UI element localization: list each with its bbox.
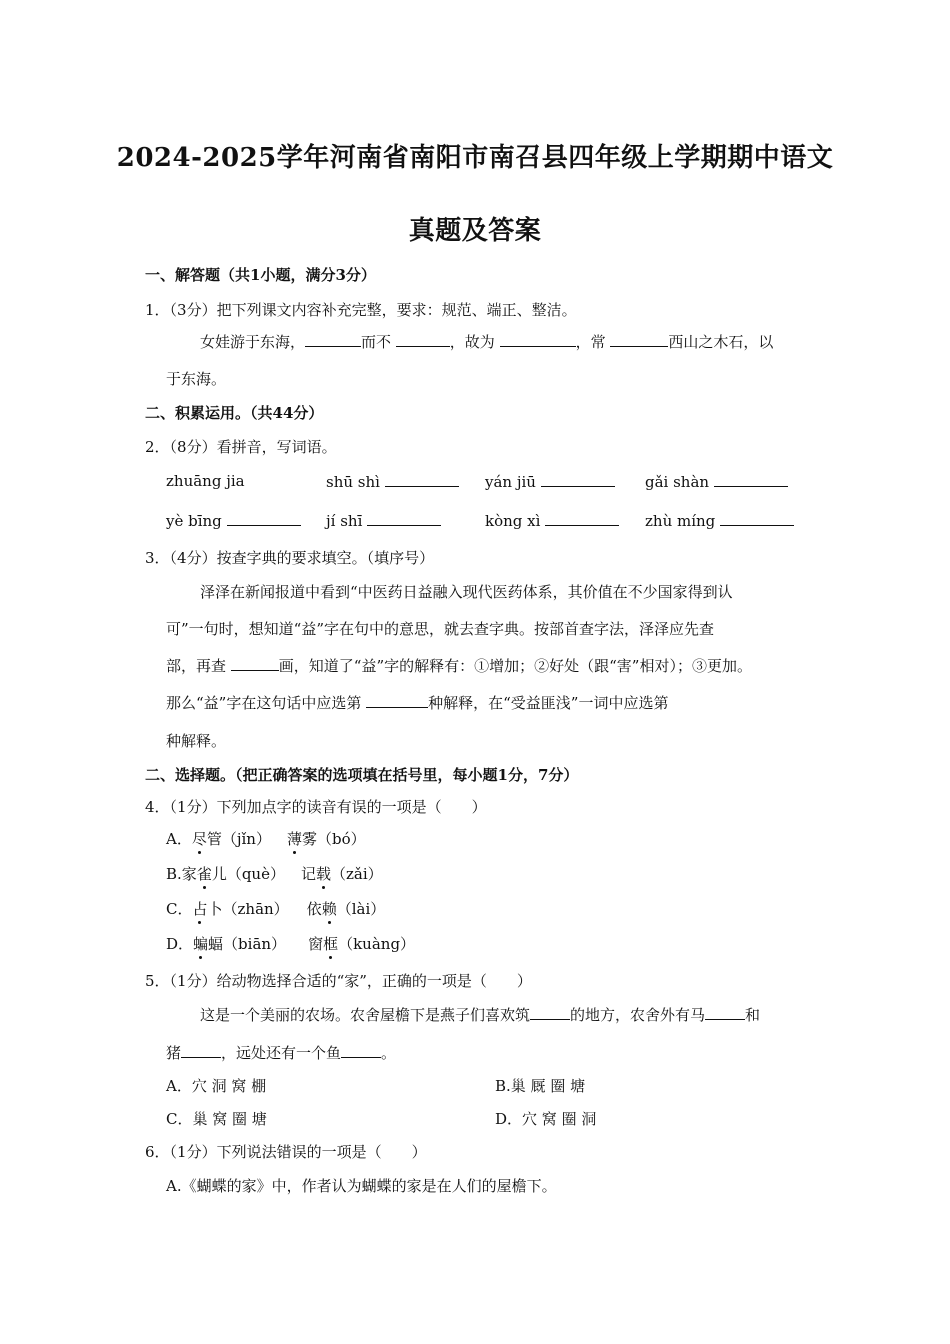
q3-line5: 种解释。 xyxy=(166,732,227,750)
dotted-char: 赖 xyxy=(321,900,337,918)
pinyin-item-4: gǎi shàn xyxy=(645,472,788,491)
q1-line1 xyxy=(200,331,773,352)
pinyin-blank-5[interactable] xyxy=(227,511,301,526)
pinyin-item-6: jí shī xyxy=(326,511,441,530)
pinyin-item-2: shū shì xyxy=(326,472,459,491)
q4-stem: 4．（1分）下列加点字的读音有误的一项是（ ） xyxy=(145,798,487,816)
dotted-char: 占 xyxy=(192,900,208,918)
dotted-char: 蝙 xyxy=(193,935,209,953)
q5-blank-4[interactable] xyxy=(341,1043,381,1058)
pinyin-item-8: zhù míng xyxy=(645,511,794,530)
q4-option-b[interactable]: B.家雀儿（què） 记载（zǎi） xyxy=(166,865,383,883)
pinyin-item-5: yè bīng xyxy=(166,511,301,530)
q1-text-d: ，常 xyxy=(575,333,611,351)
pinyin-blank-3[interactable] xyxy=(541,472,615,487)
q5-line1: 这是一个美丽的农场。农舍屋檐下是燕子们喜欢筑 的地方，农舍外有马 和 xyxy=(200,1006,761,1024)
q4-option-a[interactable]: A．尽管（jǐn） 薄雾（bó） xyxy=(166,830,366,848)
q3-stem: 3．（4分）按查字典的要求填空。（填序号） xyxy=(145,549,435,567)
q5-blank-3[interactable] xyxy=(181,1043,221,1058)
dotted-char: 载 xyxy=(315,865,331,883)
dotted-char: 雀 xyxy=(196,865,212,883)
q5-line2: 猪 ，远处还有一个鱼 。 xyxy=(166,1044,397,1062)
q4-option-d[interactable]: D．蝙蝠（biān） 窗框（kuàng） xyxy=(166,935,416,953)
q6-stem: 6．（1分）下列说法错误的一项是（ ） xyxy=(145,1143,427,1161)
pinyin-blank-7[interactable] xyxy=(545,511,619,526)
pinyin-item-3: yán jiū xyxy=(485,472,615,491)
doc-title-line1: 2024-2025学年河南省南阳市南召县四年级上学期期中语文 xyxy=(116,143,834,173)
q1-stem: 1．（3分）把下列课文内容补充完整，要求：规范、端正、整洁。 xyxy=(145,301,577,319)
dotted-char: 尽 xyxy=(191,830,207,848)
q1-text-c: ，故为 xyxy=(449,333,500,351)
q5-option-c[interactable]: C．巢 窝 圈 塘 xyxy=(166,1110,267,1128)
q5-option-a[interactable]: A．穴 洞 窝 棚 xyxy=(166,1077,267,1095)
q2-stem: 2．（8分）看拼音，写词语。 xyxy=(145,438,337,456)
q3-blank-strokes[interactable] xyxy=(231,656,279,671)
section-2-heading: 二、积累运用。（共44分） xyxy=(145,404,324,422)
q1-text-a: 女娃游于东海， xyxy=(200,333,306,351)
q3-line4: 那么“益”字在这句话中应选第 种解释，在“受益匪浅”一词中应选第 xyxy=(166,694,669,712)
pinyin-blank-2[interactable] xyxy=(385,472,459,487)
q1-blank-3[interactable] xyxy=(500,332,576,347)
section-3-heading: 二、选择题。（把正确答案的选项填在括号里，每小题1分，7分） xyxy=(145,766,579,784)
q1-blank-4[interactable] xyxy=(610,332,668,347)
q5-stem: 5．（1分）给动物选择合适的“家”，正确的一项是（ ） xyxy=(145,972,532,990)
dotted-char: 框 xyxy=(323,935,339,953)
section-1-heading: 一、解答题（共1小题，满分3分） xyxy=(145,266,376,284)
q5-blank-2[interactable] xyxy=(705,1005,745,1020)
pinyin-item-7: kòng xì xyxy=(485,511,619,530)
q5-option-b[interactable]: B.巢 厩 圈 塘 xyxy=(495,1077,586,1095)
q4-option-c[interactable]: C．占卜（zhān） 依赖（lài） xyxy=(166,900,386,918)
q3-line3: 部，再查 画，知道了“益”字的解释有：①增加；②好处（跟“害”相对）；③更加。 xyxy=(166,657,752,675)
pinyin-blank-4[interactable] xyxy=(714,472,788,487)
dotted-char: 薄 xyxy=(286,830,302,848)
q5-blank-1[interactable] xyxy=(530,1005,570,1020)
q1-blank-1[interactable] xyxy=(305,332,361,347)
q1-line2: 于东海。 xyxy=(166,370,227,388)
q1-text-e: 西山之木石，以 xyxy=(668,333,774,351)
pinyin-blank-8[interactable] xyxy=(720,511,794,526)
q5-option-d[interactable]: D．穴 窝 圈 洞 xyxy=(495,1110,597,1128)
q1-text-b: 而不 xyxy=(361,333,396,351)
doc-title-line2: 真题及答案 xyxy=(408,216,542,246)
q3-line2: 可”一句时，想知道“益”字在句中的意思，就去查字典。按部首查字法，泽泽应先查 xyxy=(166,620,715,638)
q1-blank-2[interactable] xyxy=(396,332,450,347)
pinyin-blank-6[interactable] xyxy=(367,511,441,526)
q3-blank-meaning[interactable] xyxy=(366,693,428,708)
q6-option-a[interactable]: A.《蝴蝶的家》中，作者认为蝴蝶的家是在人们的屋檐下。 xyxy=(166,1177,557,1195)
pinyin-item-1: zhuāng jia xyxy=(166,472,245,490)
q3-line1: 泽泽在新闻报道中看到“中医药日益融入现代医药体系，其价值在不少国家得到认 xyxy=(200,583,733,601)
